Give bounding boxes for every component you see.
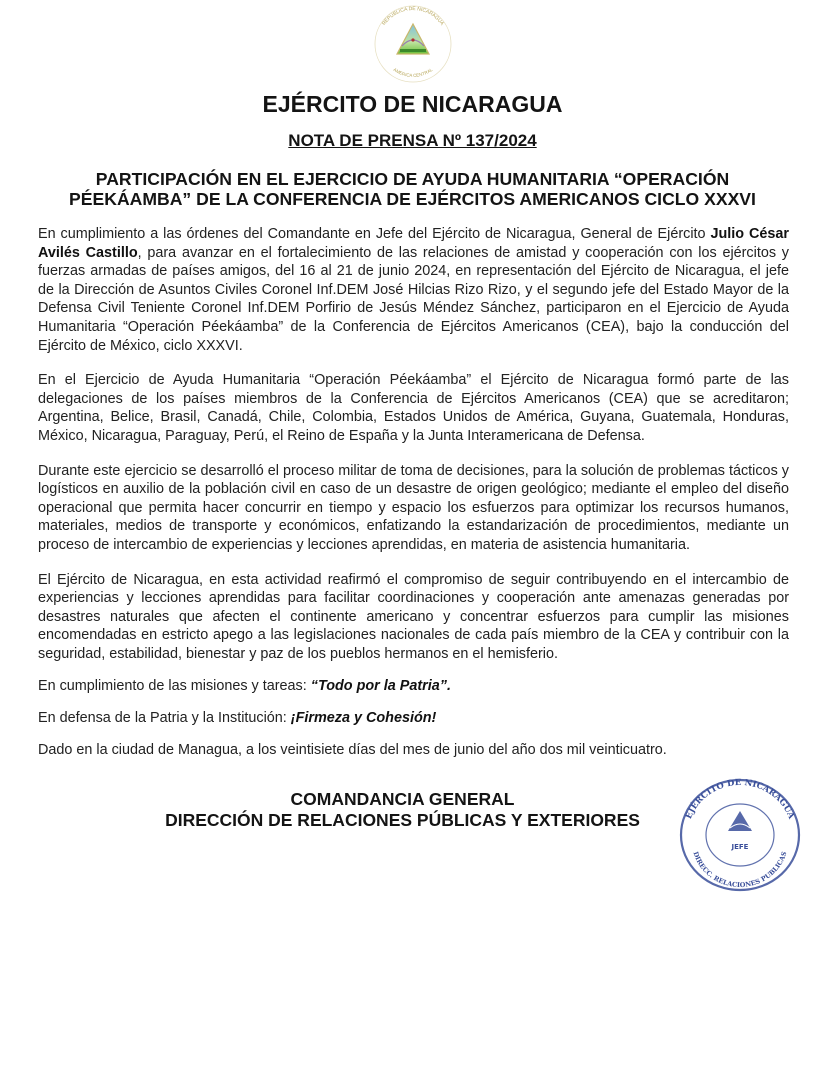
coat-of-arms-nicaragua-icon [373,4,453,84]
stamp-text-top: EJÉRCITO DE NICARAGUA [684,778,796,821]
paragraph-4 [38,571,789,664]
paragraph-1-lead: En cumplimiento a las órdenes del Comandante en Jefe del Ejército de Nicaragua, General de Ejército [38,226,711,242]
official-stamp-icon [678,777,802,893]
motto-line-2 [38,709,789,727]
signature-block [130,789,675,831]
paragraph-1-rest: , para avanzar en el fortalecimiento de las relaciones de amistad y cooperación con los ejércitos y fuerzas armadas de países amigos, del 16 al 21 de junio 2024, en representación del Ejército de Nicaragua, el jefe de la Dirección de Asuntos Civiles Coronel Inf.DEM José Hilcias Rizo Rizo, y el segundo jefe del Estado Mayor de la Defensa Civil Teniente Coronel Inf.DEM Porfirio de Jesús Méndez Sánchez, participaron en el Ejercicio de Ayuda Humanitaria “Operación Péekáamba” de la Conferencia de Ejércitos Americanos (CEA), bajo la conducción del Ejército de México, ciclo XXXVI. [38,244,789,354]
emblem-text-top: REPUBLICA DE NICARAGUA [380,5,445,27]
paragraph-2 [38,371,789,445]
press-note-number: NOTA DE PRENSA Nº 137/2024 [288,131,537,150]
motto-2-lead: En defensa de la Patria y la Institución: [38,710,291,727]
emblem-text-bottom: AMERICA CENTRAL [391,66,434,78]
paragraph-4-text: El Ejército de Nicaragua, en esta actividad reafirmó el compromiso de seguir contribuyendo en el intercambio de experiencias y lecciones aprendidas para facilitar coordinaciones y cooperación ante amenazas generadas por desastres naturales que afecten el continente americano y concentrar esfuerzos para cumplir las misiones encomendadas en estricto apego a las legislaciones nacionales de cada país miembro de la CEA y contribuir con la seguridad, estabilidad, bienestar y paz de los pueblos hermanos en el hemisferio. [38,571,789,662]
closing-line: Dado en la ciudad de Managua, a los veintisiete días del mes de junio del año dos mil veinticuatro. [38,742,667,759]
paragraph-1 [38,225,789,355]
emblem-container [0,4,825,86]
motto-2: ¡Firmeza y Cohesión! [290,710,437,727]
paragraph-3 [38,462,789,555]
motto-line-1 [38,677,789,695]
headline: PARTICIPACIÓN EN EL EJERCICIO DE AYUDA HUMANITARIA “OPERACIÓN PÉEKÁAMBA” DE LA CONFERENCIA DE EJÉRCITOS AMERICANOS CICLO XXXVI [69,169,756,209]
stamp-text-bottom: DIRECC. RELACIONES PUBLICAS [691,851,789,890]
signature-row [0,777,825,897]
motto-1-lead: En cumplimiento de las misiones y tareas: [38,678,311,695]
paragraph-3-text: Durante este ejercicio se desarrolló el proceso militar de toma de decisiones, para la solución de problemas tácticos y logísticos en auxilio de la población civil en caso de un desastre de origen geológico; mediante el empleo del diseño operacional que permita hacer concurrir en tiempo y espacio los esfuerzos para optimizar los recursos humanos, materiales, medios de transporte y económicos, enfatizando la estandarización de procedimientos, mediante un proceso de intercambio de experiencias y lecciones aprendidas, en materia de asistencia humanitaria. [38,462,789,553]
signature-line-1: COMANDANCIA GENERAL [290,789,515,810]
organization-title: EJÉRCITO DE NICARAGUA [262,91,563,117]
commander-name: Julio César Avilés Castillo [38,226,789,261]
signature-line-2: DIRECCIÓN DE RELACIONES PÚBLICAS Y EXTERIORES [165,810,640,831]
paragraph-2-text: En el Ejercicio de Ayuda Humanitaria “Operación Péekáamba” el Ejército de Nicaragua formó parte de las delegaciones de los países miembros de la Conferencia de Ejércitos Americanos (CEA) que se acreditaron; Argentina, Belice, Brasil, Canadá, Chile, Colombia, Estados Unidos de América, Guyana, Guatemala, Honduras, México, Nicaragua, Paraguay, Perú, el Reino de España y la Junta Interamericana de Defensa. [38,372,789,444]
motto-1: “Todo por la Patria”. [310,678,451,695]
stamp-text-center: JEFE [731,843,749,852]
